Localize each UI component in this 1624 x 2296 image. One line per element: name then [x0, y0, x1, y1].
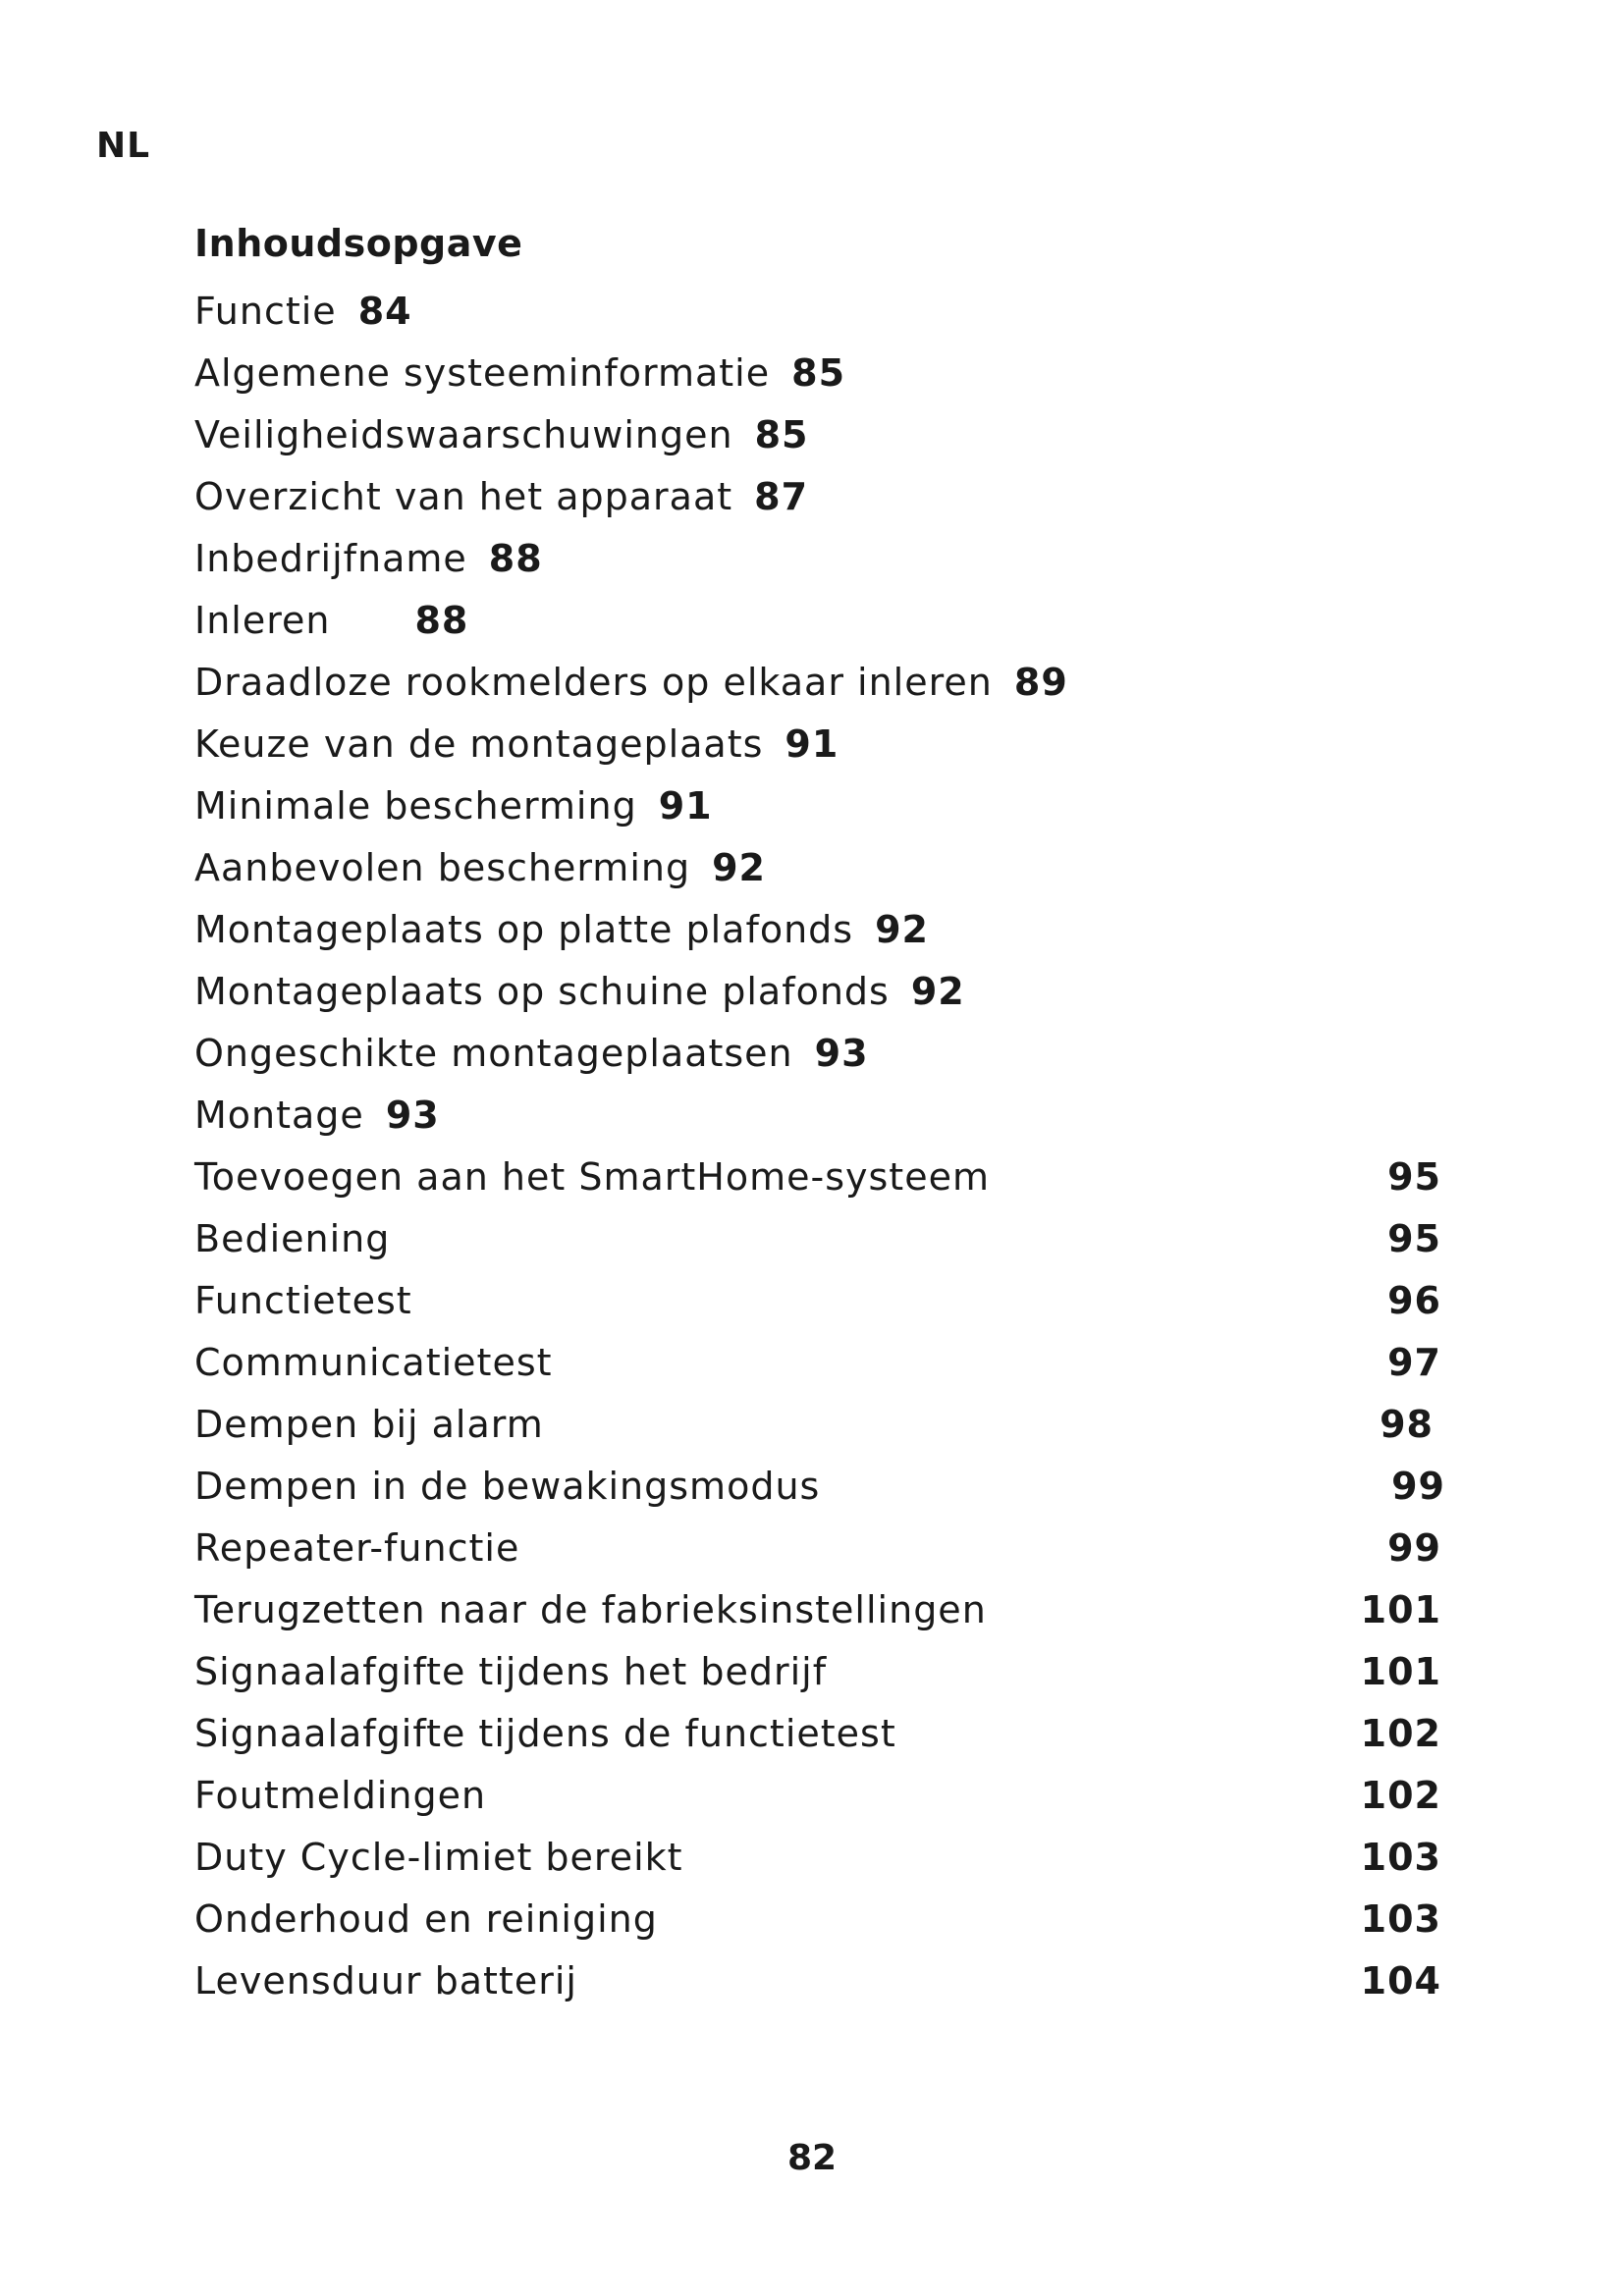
toc-entry[interactable] [194, 1518, 1441, 1579]
toc-entry-page: 93 [814, 1032, 869, 1075]
toc-entry[interactable] [194, 590, 1441, 652]
toc-entry[interactable] [194, 1765, 1441, 1827]
toc-entry-page: 97 [1387, 1341, 1441, 1384]
toc-entry-label: Foutmeldingen [194, 1774, 487, 1817]
toc-entry-label: Overzicht van het apparaat [194, 475, 733, 518]
toc-entry-label: Communicatietest [194, 1341, 553, 1384]
toc-entry[interactable] [194, 1889, 1441, 1950]
toc-entry-page: 102 [1360, 1774, 1441, 1817]
toc-entry-page: 98 [1380, 1403, 1434, 1446]
toc-entry-label: Montageplaats op platte plafonds [194, 908, 854, 951]
toc-entry[interactable] [194, 1456, 1445, 1518]
toc-entry-page: 104 [1360, 1959, 1441, 2002]
toc-entry-page: 88 [488, 537, 543, 580]
toc-entry[interactable] [194, 837, 1441, 899]
toc-entry-page: 101 [1360, 1650, 1441, 1693]
language-label: NL [96, 126, 151, 166]
toc-entry-label: Bediening [194, 1217, 391, 1260]
toc-entry[interactable] [194, 1827, 1441, 1889]
toc-entry-page: 96 [1387, 1279, 1441, 1322]
toc-entry-page: 84 [357, 290, 412, 333]
toc-entry-page: 95 [1387, 1155, 1441, 1199]
toc-entry-label: Terugzetten naar de fabrieksinstellingen [194, 1588, 987, 1631]
toc-entry-label: Inleren [194, 599, 331, 642]
toc-entry[interactable] [194, 775, 1441, 837]
toc-entry[interactable] [194, 714, 1441, 775]
toc-entry[interactable] [194, 652, 1441, 714]
toc-entry-label: Functietest [194, 1279, 412, 1322]
toc-entry[interactable] [194, 281, 1441, 343]
toc-entry-page: 92 [875, 908, 929, 951]
toc-entry[interactable] [194, 343, 1441, 404]
toc-entry-page: 92 [712, 846, 766, 889]
toc-title: Inhoudsopgave [194, 222, 523, 265]
toc-entry-label: Aanbevolen bescherming [194, 846, 691, 889]
toc-entry[interactable] [194, 528, 1441, 590]
toc-entry-label: Minimale bescherming [194, 784, 637, 828]
toc-entry[interactable] [194, 1332, 1441, 1394]
toc-entry-page: 91 [785, 722, 839, 766]
toc-entry-page: 103 [1360, 1836, 1441, 1879]
toc-entry[interactable] [194, 961, 1441, 1023]
page-number: 82 [786, 2138, 838, 2178]
toc-entry-page: 92 [910, 970, 965, 1013]
toc-entry-label: Veiligheidswaarschuwingen [194, 413, 733, 456]
toc-entry[interactable] [194, 1641, 1441, 1703]
toc-entry-label: Signaalafgifte tijdens het bedrijf [194, 1650, 828, 1693]
toc-entry-page: 89 [1013, 661, 1068, 704]
toc-entry[interactable] [194, 1270, 1441, 1332]
toc-entry-label: Montage [194, 1094, 364, 1137]
toc-entry-page: 101 [1360, 1588, 1441, 1631]
toc-entry[interactable] [194, 1394, 1441, 1456]
toc-entry[interactable] [194, 1579, 1441, 1641]
toc-entry-label: Draadloze rookmelders op elkaar inleren [194, 661, 993, 704]
toc-entry-page: 102 [1360, 1712, 1441, 1755]
toc-entry-label: Algemene systeeminformatie [194, 351, 771, 395]
toc-entry-page: 99 [1391, 1465, 1445, 1508]
toc-entry-label: Dempen bij alarm [194, 1403, 544, 1446]
toc-entry-page: 99 [1387, 1526, 1441, 1570]
toc-entry[interactable] [194, 1950, 1441, 2012]
table-of-contents [194, 218, 1445, 2012]
toc-entry-page: 95 [1387, 1217, 1441, 1260]
toc-entry-page: 93 [385, 1094, 440, 1137]
toc-entry[interactable] [194, 466, 1441, 528]
toc-entry-page: 103 [1360, 1897, 1441, 1941]
toc-entry-label: Signaalafgifte tijdens de functietest [194, 1712, 896, 1755]
toc-entry-page: 87 [754, 475, 809, 518]
toc-entry[interactable] [194, 1023, 1441, 1085]
toc-entry[interactable] [194, 899, 1441, 961]
toc-entry-label: Functie [194, 290, 337, 333]
toc-entry[interactable] [194, 1085, 1441, 1147]
toc-entry[interactable] [194, 1703, 1441, 1765]
toc-entry-label: Levensduur batterij [194, 1959, 577, 2002]
toc-entry-label: Montageplaats op schuine plafonds [194, 970, 890, 1013]
toc-entry-label: Repeater-functie [194, 1526, 520, 1570]
toc-entry-page: 85 [754, 413, 809, 456]
toc-entry-label: Duty Cycle-limiet bereikt [194, 1836, 683, 1879]
toc-entry-page: 85 [791, 351, 846, 395]
toc-entry[interactable] [194, 1147, 1441, 1208]
toc-entry-page: 91 [658, 784, 713, 828]
toc-entry-label: Toevoegen aan het SmartHome-systeem [194, 1155, 990, 1199]
toc-entry-page: 88 [414, 599, 469, 642]
toc-entry-label: Onderhoud en reiniging [194, 1897, 658, 1941]
toc-entry-label: Ongeschikte montageplaatsen [194, 1032, 793, 1075]
toc-entry-label: Dempen in de bewakingsmodus [194, 1465, 821, 1508]
toc-entry[interactable] [194, 1208, 1441, 1270]
toc-entry-label: Inbedrijfname [194, 537, 467, 580]
toc-entry-label: Keuze van de montageplaats [194, 722, 764, 766]
toc-entry[interactable] [194, 404, 1441, 466]
